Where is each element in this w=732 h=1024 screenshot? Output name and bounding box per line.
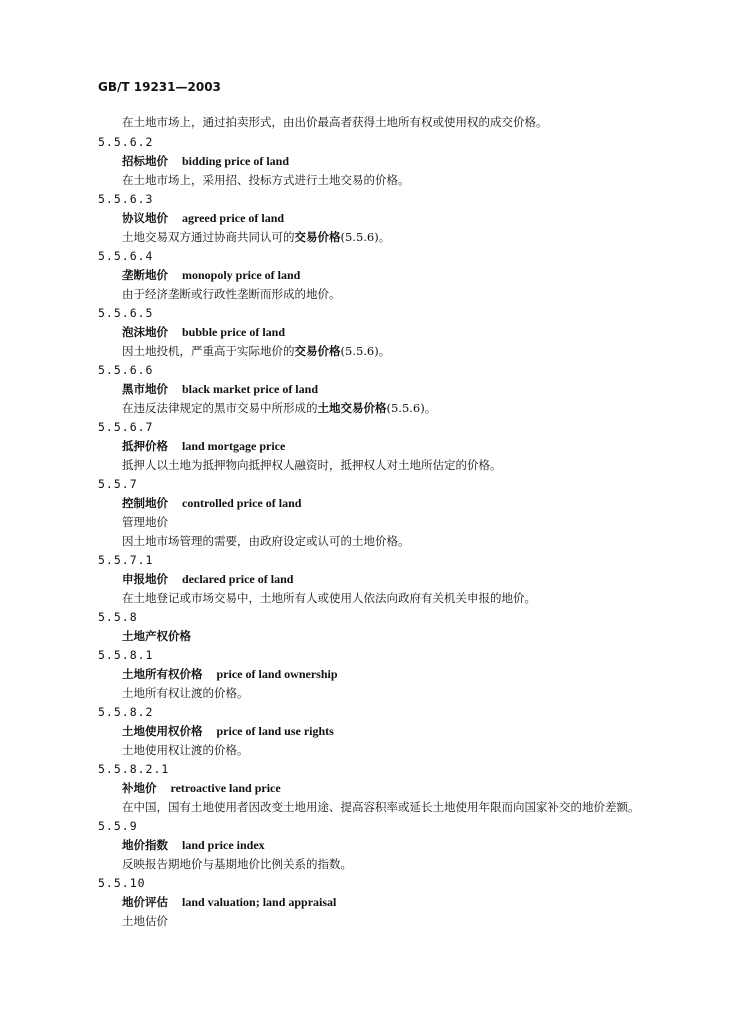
term-line [122,893,698,912]
term-alias: 管理地价 [122,515,168,529]
term-entry [98,874,698,931]
term-entry [98,760,698,817]
definition-text: 土地交易双方通过协商共同认可的 [122,230,295,244]
definition-reference: (5.5.6)。 [340,344,391,358]
term-definition [122,456,698,475]
term-english: land price index [182,838,265,852]
term-line [122,323,698,342]
clause-number: 5.5.8 [98,610,138,624]
term-entry [98,608,698,646]
term-entry [98,817,698,874]
clause-number: 5.5.8.2.1 [98,762,170,776]
term-chinese: 招标地价 [122,154,168,168]
term-english: land valuation; land appraisal [182,895,337,909]
definition-reference: (5.5.6)。 [386,401,437,415]
term-line [122,209,698,228]
clause-number: 5.5.6.6 [98,363,154,377]
term-chinese: 土地使用权价格 [122,724,203,738]
definition-text: 由于经济垄断或行政性垄断而形成的地价。 [122,287,341,301]
term-entry [98,133,698,190]
term-entry [98,703,698,760]
term-definition [122,684,698,703]
term-english: retroactive land price [170,781,281,795]
clause-number: 5.5.8.2 [98,705,154,719]
definition-reference: (5.5.6)。 [340,230,391,244]
term-definition [122,855,698,874]
term-definition [122,228,698,247]
term-definition [122,285,698,304]
term-line [122,836,698,855]
term-entry [98,646,698,703]
term-line [122,665,698,684]
term-entry [98,247,698,304]
term-chinese: 补地价 [122,781,157,795]
clause-number: 5.5.10 [98,876,146,890]
term-chinese: 土地产权价格 [122,629,191,643]
standard-header: GB/T 19231—2003 [98,80,221,94]
term-chinese: 抵押价格 [122,439,168,453]
definition-text: 土地所有权让渡的价格。 [122,686,249,700]
definition-text: 在土地市场上，采用招、投标方式进行土地交易的价格。 [122,173,410,187]
term-definition [122,171,698,190]
term-english: price of land use rights [216,724,334,738]
term-definition [122,399,698,418]
term-line [122,627,698,646]
term-entries [98,133,698,931]
term-english: price of land ownership [216,667,338,681]
referenced-term: 土地交易价格 [317,401,387,415]
term-line [122,437,698,456]
clause-number: 5.5.6.5 [98,306,154,320]
clause-number: 5.5.6.7 [98,420,154,434]
term-chinese: 土地所有权价格 [122,667,203,681]
term-line [122,380,698,399]
term-definition [122,741,698,760]
continued-definition: 在土地市场上，通过拍卖形式，由出价最高者获得土地所有权或使用权的成交价格。 [122,115,548,129]
definition-text: 反映报告期地价与基期地价比例关系的指数。 [122,857,352,871]
clause-number: 5.5.7 [98,477,138,491]
term-definition [122,798,698,817]
referenced-term: 交易价格 [294,344,341,358]
definition-text: 在土地登记或市场交易中，土地所有人或使用人依法向政府有关机关申报的地价。 [122,591,536,605]
term-line [122,779,698,798]
clause-number: 5.5.9 [98,819,138,833]
term-line [122,266,698,285]
term-line [122,722,698,741]
term-chinese: 申报地价 [122,572,168,586]
term-entry [98,475,698,551]
definition-text: 在中国，国有土地使用者因改变土地用途、提高容积率或延长土地使用年限而向国家补交的地价差额。 [122,800,640,814]
term-english: declared price of land [182,572,294,586]
term-entry [98,551,698,608]
term-english: bubble price of land [182,325,286,339]
term-english: bidding price of land [182,154,290,168]
definition-text: 土地使用权让渡的价格。 [122,743,249,757]
term-chinese: 黑市地价 [122,382,168,396]
clause-number: 5.5.6.3 [98,192,154,206]
clause-number: 5.5.6.4 [98,249,154,263]
term-entry [98,361,698,418]
term-english: land mortgage price [182,439,286,453]
term-entry [98,304,698,361]
term-chinese: 地价指数 [122,838,168,852]
term-line [122,152,698,171]
term-chinese: 地价评估 [122,895,168,909]
term-english: controlled price of land [182,496,302,510]
clause-number: 5.5.6.2 [98,135,154,149]
term-english: agreed price of land [182,211,285,225]
definition-text: 因土地投机，严重高于实际地价的 [122,344,295,358]
term-line [122,494,698,513]
term-entry [98,418,698,475]
term-english: black market price of land [182,382,318,396]
referenced-term: 交易价格 [294,230,341,244]
clause-number: 5.5.7.1 [98,553,154,567]
term-alias: 土地估价 [122,914,168,928]
definition-text: 抵押人以土地为抵押物向抵押权人融资时，抵押权人对土地所估定的价格。 [122,458,502,472]
term-chinese: 协议地价 [122,211,168,225]
term-english: monopoly price of land [182,268,301,282]
term-chinese: 垄断地价 [122,268,168,282]
definition-text: 在违反法律规定的黑市交易中所形成的 [122,401,318,415]
term-definition [122,589,698,608]
term-chinese: 控制地价 [122,496,168,510]
term-chinese: 泡沫地价 [122,325,168,339]
definition-text: 因土地市场管理的需要，由政府设定或认可的土地价格。 [122,534,410,548]
term-line [122,570,698,589]
term-definition [122,342,698,361]
term-entry [98,190,698,247]
term-definition [122,532,698,551]
clause-number: 5.5.8.1 [98,648,154,662]
